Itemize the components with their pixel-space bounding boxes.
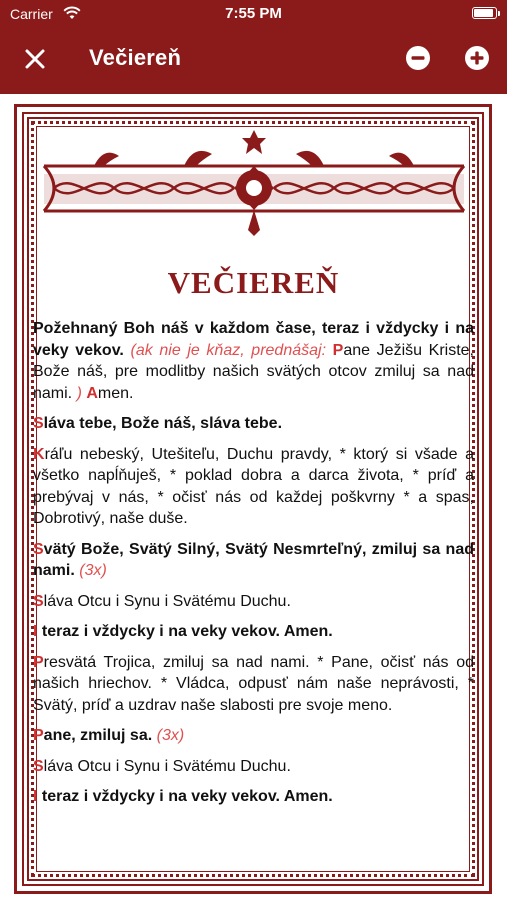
body-text: ane, zmiluj sa. — [43, 727, 153, 744]
body-text: láva Otcu i Synu i Svätému Duchu. — [43, 592, 291, 610]
paragraph — [33, 756, 474, 778]
paragraph — [33, 725, 474, 747]
bold-text: Požehnaný Boh náš v každom čase, teraz i vždycky i na veky vekov. — [33, 320, 474, 359]
red-initial: A — [86, 384, 98, 402]
status-time: 7:55 PM — [225, 5, 282, 22]
body-text: resvätá Trojica, zmiluj sa nad nami. * Pane, očisť nás od našich hriechov. * Vládca, odpusť nám naše neprávosti, * Svätý, príď a uzdrav naše slabosti pre svoje meno. — [33, 653, 474, 714]
battery-icon — [472, 7, 497, 19]
paragraph — [33, 413, 474, 435]
body-text: láva tebe, Bože náš, sláva tebe. — [43, 415, 283, 432]
red-initial: P — [33, 653, 44, 671]
red-initial: S — [33, 540, 44, 558]
body-text: ráľu nebeský, Utešiteľu, Duchu pravdy, * ktorý si všade a všetko napĺňuješ, * poklad dobra a darca života, * príď a prebývaj v nás, * očisť nás od každej poškvrny * a spas, Dobrotivý, naše duše. — [33, 445, 474, 527]
rubric-text: (ak nie je kňaz, prednášaj: — [130, 341, 327, 359]
rubric-text: (3x) — [156, 727, 185, 744]
section-heading: VEČIEREŇ — [167, 265, 340, 300]
red-initial: S — [33, 592, 44, 610]
paragraph — [33, 318, 474, 404]
red-initial: I — [33, 623, 38, 640]
body-text: ane Ježišu Kriste, Bože náš, pre modlitby našich svätých otcov zmiluj sa nad nami. — [33, 341, 474, 402]
paragraph — [33, 652, 474, 717]
body-text: teraz i vždycky i na veky vekov. Amen. — [37, 788, 333, 805]
body-text: láva Otcu i Synu i Svätému Duchu. — [43, 757, 291, 775]
status-bar — [0, 0, 507, 28]
rubric-text: (3x) — [79, 562, 107, 579]
nav-bar — [0, 28, 507, 94]
plus-circle-icon[interactable] — [464, 45, 490, 71]
body-text: men. — [97, 384, 134, 402]
close-icon[interactable] — [24, 48, 46, 70]
body-text: vätý Bože, Svätý Silný, Svätý Nesmrteľný, zmiluj sa nad nami. — [33, 540, 474, 579]
paragraph — [33, 621, 474, 643]
red-initial: S — [33, 415, 44, 432]
paragraph — [33, 539, 474, 582]
red-initial: P — [33, 727, 44, 744]
red-initial: P — [332, 341, 344, 359]
body-text: teraz i vždycky i na veky vekov. Amen. — [37, 623, 333, 640]
carrier-label: Carrier — [10, 6, 53, 22]
paragraph — [33, 786, 474, 808]
red-initial: S — [33, 757, 44, 775]
paragraph — [33, 591, 474, 613]
page-title: Večiereň — [89, 45, 182, 70]
ornament-headpiece — [34, 126, 474, 236]
prayer-text — [33, 264, 474, 817]
rubric-text: ) — [76, 384, 82, 402]
minus-circle-icon[interactable] — [405, 45, 431, 71]
moon-icon[interactable] — [348, 45, 374, 71]
red-initial: K — [33, 445, 45, 463]
red-initial: I — [33, 788, 38, 805]
top-bar — [0, 0, 507, 94]
paragraph — [33, 444, 474, 530]
